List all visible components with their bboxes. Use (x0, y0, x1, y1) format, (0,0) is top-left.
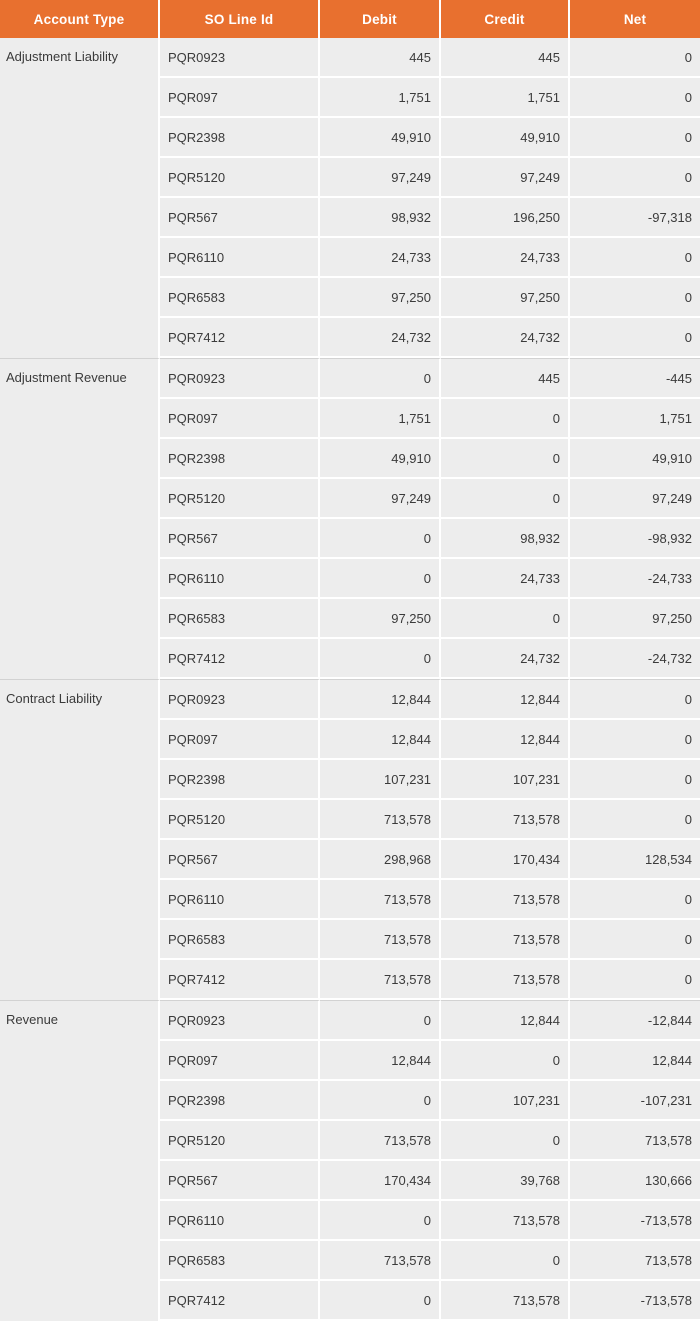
cell-credit: 107,231 (441, 760, 570, 800)
cell-net: 0 (570, 760, 700, 800)
cell-debit: 98,932 (320, 198, 441, 238)
cell-net: -713,578 (570, 1201, 700, 1241)
cell-credit: 713,578 (441, 800, 570, 840)
cell-credit: 39,768 (441, 1161, 570, 1201)
cell-net: -107,231 (570, 1081, 700, 1121)
cell-net: 128,534 (570, 840, 700, 880)
column-header-net[interactable]: Net (570, 0, 700, 38)
cell-credit: 1,751 (441, 78, 570, 118)
cell-debit: 298,968 (320, 840, 441, 880)
cell-debit: 713,578 (320, 1241, 441, 1281)
cell-debit: 24,732 (320, 318, 441, 358)
cell-so-line-id: PQR0923 (160, 679, 320, 720)
cell-credit: 0 (441, 1121, 570, 1161)
cell-account-type: Revenue (0, 1000, 160, 1321)
cell-credit: 0 (441, 479, 570, 519)
cell-debit: 49,910 (320, 439, 441, 479)
cell-so-line-id: PQR567 (160, 840, 320, 880)
cell-debit: 0 (320, 1201, 441, 1241)
cell-credit: 713,578 (441, 960, 570, 1000)
column-header-debit[interactable]: Debit (320, 0, 441, 38)
cell-so-line-id: PQR567 (160, 519, 320, 559)
cell-net: 130,666 (570, 1161, 700, 1201)
cell-so-line-id: PQR7412 (160, 318, 320, 358)
cell-net: -24,733 (570, 559, 700, 599)
cell-account-type: Adjustment Liability (0, 38, 160, 358)
cell-net: 0 (570, 960, 700, 1000)
cell-net: 97,249 (570, 479, 700, 519)
cell-debit: 0 (320, 1081, 441, 1121)
cell-debit: 1,751 (320, 399, 441, 439)
cell-credit: 0 (441, 599, 570, 639)
cell-debit: 713,578 (320, 880, 441, 920)
cell-so-line-id: PQR0923 (160, 358, 320, 399)
cell-debit: 49,910 (320, 118, 441, 158)
cell-net: 0 (570, 38, 700, 78)
cell-debit: 0 (320, 559, 441, 599)
cell-so-line-id: PQR6110 (160, 880, 320, 920)
cell-debit: 445 (320, 38, 441, 78)
cell-credit: 24,733 (441, 559, 570, 599)
cell-credit: 0 (441, 439, 570, 479)
table-row[interactable] (0, 358, 700, 399)
cell-debit: 12,844 (320, 1041, 441, 1081)
cell-so-line-id: PQR6110 (160, 238, 320, 278)
cell-so-line-id: PQR6583 (160, 1241, 320, 1281)
cell-net: 713,578 (570, 1241, 700, 1281)
cell-debit: 0 (320, 639, 441, 679)
cell-account-type: Adjustment Revenue (0, 358, 160, 679)
cell-credit: 196,250 (441, 198, 570, 238)
cell-net: 1,751 (570, 399, 700, 439)
cell-debit: 97,250 (320, 599, 441, 639)
table-header-row (0, 0, 700, 38)
cell-so-line-id: PQR7412 (160, 960, 320, 1000)
cell-debit: 12,844 (320, 679, 441, 720)
cell-credit: 713,578 (441, 880, 570, 920)
cell-credit: 97,250 (441, 278, 570, 318)
cell-debit: 713,578 (320, 1121, 441, 1161)
cell-so-line-id: PQR6583 (160, 599, 320, 639)
cell-net: 0 (570, 238, 700, 278)
cell-credit: 170,434 (441, 840, 570, 880)
cell-net: 12,844 (570, 1041, 700, 1081)
cell-so-line-id: PQR097 (160, 1041, 320, 1081)
cell-credit: 24,732 (441, 639, 570, 679)
cell-net: -12,844 (570, 1000, 700, 1041)
cell-so-line-id: PQR7412 (160, 639, 320, 679)
cell-so-line-id: PQR5120 (160, 800, 320, 840)
cell-net: 713,578 (570, 1121, 700, 1161)
cell-so-line-id: PQR7412 (160, 1281, 320, 1321)
cell-net: 97,250 (570, 599, 700, 639)
column-header-account-type[interactable]: Account Type (0, 0, 160, 38)
cell-net: -445 (570, 358, 700, 399)
cell-so-line-id: PQR567 (160, 198, 320, 238)
cell-debit: 713,578 (320, 960, 441, 1000)
cell-so-line-id: PQR2398 (160, 760, 320, 800)
cell-net: 0 (570, 278, 700, 318)
cell-debit: 0 (320, 1000, 441, 1041)
cell-credit: 107,231 (441, 1081, 570, 1121)
cell-credit: 12,844 (441, 1000, 570, 1041)
cell-credit: 24,733 (441, 238, 570, 278)
cell-credit: 49,910 (441, 118, 570, 158)
cell-so-line-id: PQR6583 (160, 920, 320, 960)
table-row[interactable] (0, 679, 700, 720)
cell-debit: 0 (320, 1281, 441, 1321)
cell-debit: 170,434 (320, 1161, 441, 1201)
cell-credit: 445 (441, 358, 570, 399)
column-header-credit[interactable]: Credit (441, 0, 570, 38)
cell-net: 0 (570, 679, 700, 720)
cell-net: 0 (570, 158, 700, 198)
cell-net: -97,318 (570, 198, 700, 238)
cell-so-line-id: PQR6110 (160, 559, 320, 599)
cell-debit: 713,578 (320, 920, 441, 960)
cell-credit: 713,578 (441, 920, 570, 960)
column-header-so-line-id[interactable]: SO Line Id (160, 0, 320, 38)
cell-so-line-id: PQR0923 (160, 1000, 320, 1041)
cell-credit: 713,578 (441, 1201, 570, 1241)
cell-net: 49,910 (570, 439, 700, 479)
cell-so-line-id: PQR2398 (160, 439, 320, 479)
cell-credit: 97,249 (441, 158, 570, 198)
cell-net: -24,732 (570, 639, 700, 679)
cell-debit: 97,250 (320, 278, 441, 318)
cell-so-line-id: PQR5120 (160, 158, 320, 198)
cell-net: 0 (570, 800, 700, 840)
cell-debit: 12,844 (320, 720, 441, 760)
cell-so-line-id: PQR5120 (160, 1121, 320, 1161)
cell-account-type: Contract Liability (0, 679, 160, 1000)
cell-credit: 12,844 (441, 720, 570, 760)
cell-so-line-id: PQR2398 (160, 118, 320, 158)
cell-credit: 445 (441, 38, 570, 78)
cell-so-line-id: PQR6110 (160, 1201, 320, 1241)
cell-credit: 98,932 (441, 519, 570, 559)
cell-net: -98,932 (570, 519, 700, 559)
cell-credit: 0 (441, 1041, 570, 1081)
cell-so-line-id: PQR0923 (160, 38, 320, 78)
cell-so-line-id: PQR5120 (160, 479, 320, 519)
cell-net: 0 (570, 118, 700, 158)
table-body (0, 38, 700, 1321)
cell-net: 0 (570, 720, 700, 760)
cell-credit: 0 (441, 399, 570, 439)
cell-credit: 24,732 (441, 318, 570, 358)
cell-debit: 24,733 (320, 238, 441, 278)
cell-net: 0 (570, 880, 700, 920)
cell-net: 0 (570, 318, 700, 358)
table-row[interactable] (0, 38, 700, 78)
table-header (0, 0, 700, 38)
cell-debit: 0 (320, 358, 441, 399)
cell-so-line-id: PQR097 (160, 399, 320, 439)
cell-net: -713,578 (570, 1281, 700, 1321)
cell-debit: 713,578 (320, 800, 441, 840)
cell-debit: 0 (320, 519, 441, 559)
cell-credit: 12,844 (441, 679, 570, 720)
cell-debit: 107,231 (320, 760, 441, 800)
cell-debit: 97,249 (320, 158, 441, 198)
cell-so-line-id: PQR097 (160, 720, 320, 760)
cell-net: 0 (570, 78, 700, 118)
cell-so-line-id: PQR2398 (160, 1081, 320, 1121)
cell-credit: 0 (441, 1241, 570, 1281)
table-row[interactable] (0, 1000, 700, 1041)
cell-so-line-id: PQR6583 (160, 278, 320, 318)
cell-so-line-id: PQR097 (160, 78, 320, 118)
cell-debit: 97,249 (320, 479, 441, 519)
cell-debit: 1,751 (320, 78, 441, 118)
cell-credit: 713,578 (441, 1281, 570, 1321)
cell-so-line-id: PQR567 (160, 1161, 320, 1201)
cell-net: 0 (570, 920, 700, 960)
